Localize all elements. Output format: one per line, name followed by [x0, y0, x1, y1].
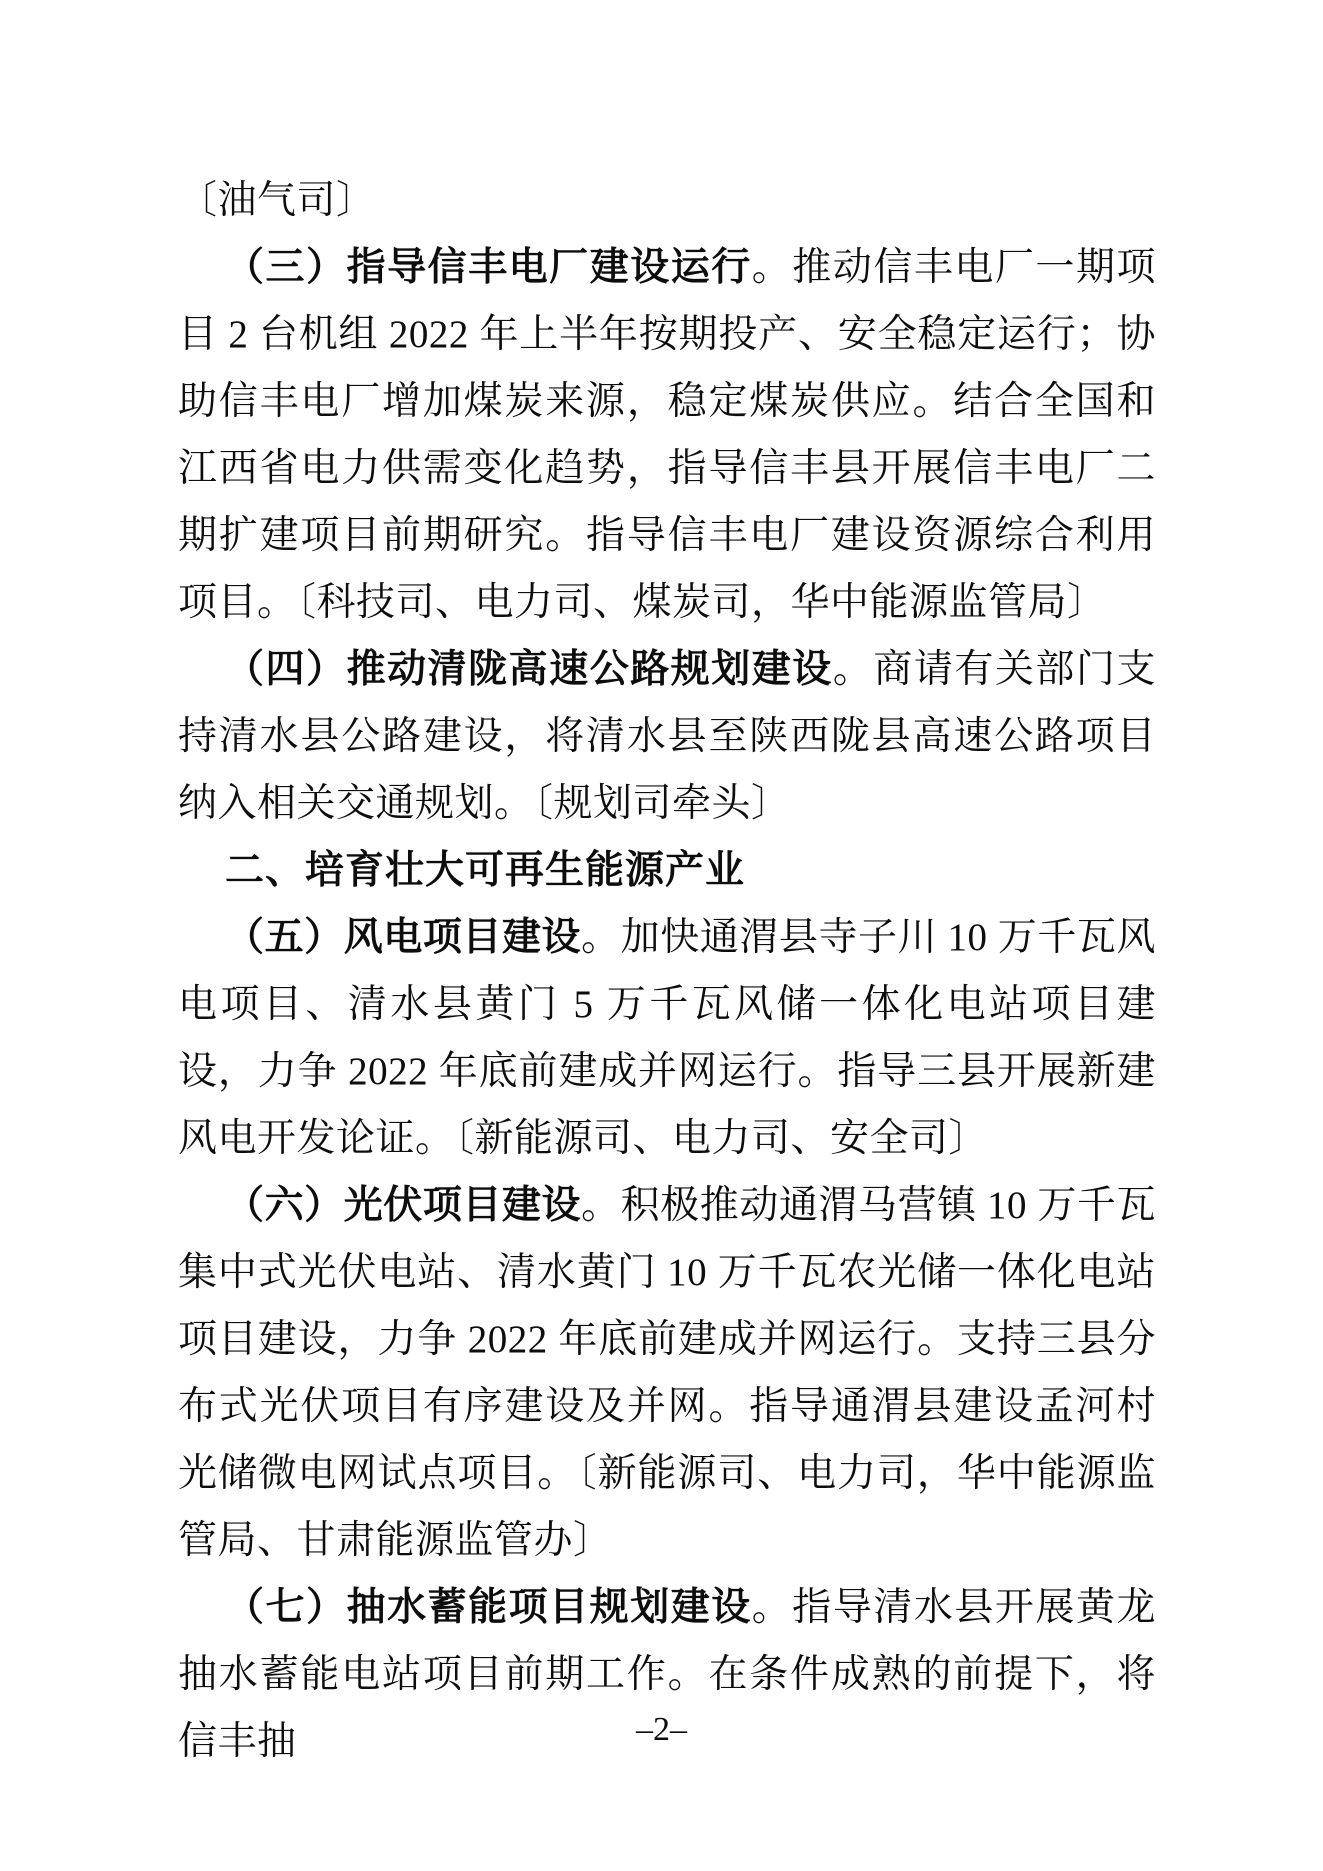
paragraph-lead-text: （七）抽水蓄能项目规划建设	[225, 1586, 752, 1629]
text-run: 。推动信丰电厂一期项目 2 台机组 2022 年上半年按期投产、安全稳定运行；协助信丰电厂增加煤炭来源，稳定煤炭供应。结合全国和江西省电力供需变化趋势，指导信丰县开展信丰电厂二期扩建项目前期研究。指导信丰电厂建设资源综合利用项目。〔科技司、电力司、煤炭司，华中能源监管局〕	[178, 246, 1156, 624]
paragraph	[178, 234, 1156, 636]
page-number: –2–	[636, 1711, 687, 1748]
paragraph-lead-text: （四）推动清陇高速公路规划建设	[225, 648, 833, 691]
text-run: 。指导清水县开展黄龙抽水蓄能电站项目前期工作。在条件成熟的前提下，将信丰抽	[178, 1586, 1156, 1763]
paragraph	[178, 636, 1156, 837]
paragraph-lead-text: 二、培育壮大可再生能源产业	[225, 849, 746, 892]
page-footer	[0, 1710, 1323, 1750]
text-run: 〔油气司〕	[178, 179, 376, 222]
paragraph	[178, 167, 1156, 234]
text-run: 。商请有关部门支持清水县公路建设，将清水县至陕西陇县高速公路项目纳入相关交通规划。〔规划司牵头〕	[178, 648, 1156, 825]
text-run: 。加快通渭县寺子川 10 万千瓦风电项目、清水县黄门 5 万千瓦风储一体化电站项目建设，力争 2022 年底前建成并网运行。指导三县开展新建风电开发论证。〔新能源司、电力司、安全司〕	[178, 916, 1156, 1160]
paragraph	[178, 904, 1156, 1172]
section-heading	[178, 837, 1156, 904]
paragraph-lead-text: （六）光伏项目建设	[225, 1184, 582, 1227]
text-run: 。积极推动通渭马营镇 10 万千瓦集中式光伏电站、清水黄门 10 万千瓦农光储一体化电站项目建设，力争 2022 年底前建成并网运行。支持三县分布式光伏项目有序建设及并网。指导通渭县建设孟河村光储微电网试点项目。〔新能源司、电力司，华中能源监管局、甘肃能源监管办〕	[178, 1184, 1156, 1562]
paragraph-lead-text: （三）指导信丰电厂建设运行	[225, 246, 752, 289]
paragraph	[178, 1172, 1156, 1574]
paragraph-lead-text: （五）风电项目建设	[225, 916, 582, 959]
document-body	[178, 167, 1156, 1775]
